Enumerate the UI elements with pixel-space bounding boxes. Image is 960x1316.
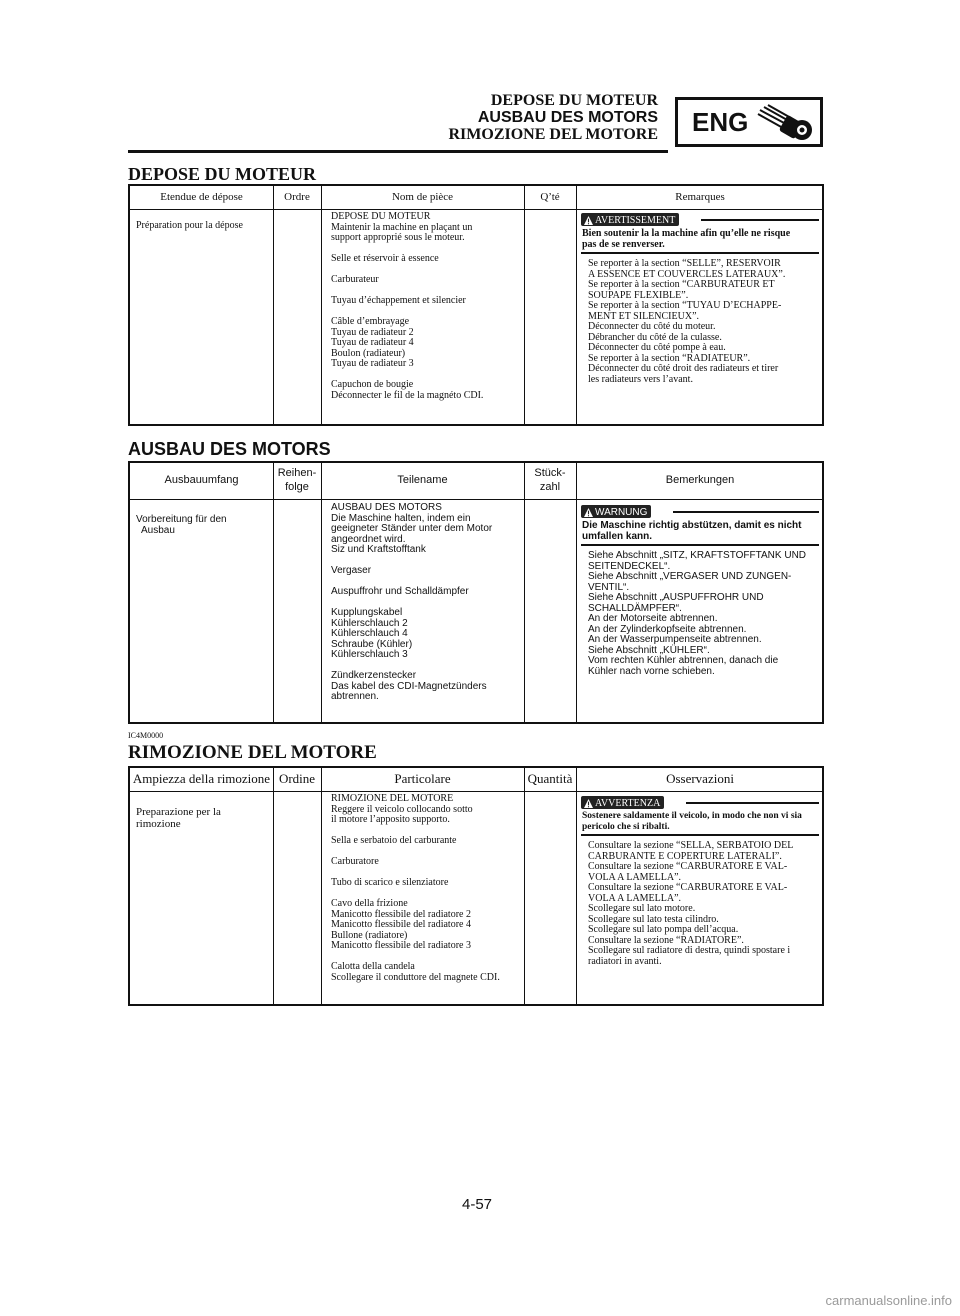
table-header-de xyxy=(130,463,822,500)
remarks-cell: Siehe Abschnitt „SITZ, KRAFTSTOFFTANK UND SEITENDECKEL“. Siehe Abschnitt „VERGASER UND ZUNGEN- VENTIL“. Siehe Abschnitt „AUSPUFFROHR UND SCHALLDÄMPFER“. An der Motorseite abtrennen. An der Zylinderkopfseite abtrennen. An der Wasserpumpenseite abtrennen. Siehe Abschnitt „KÜHLER“. Vom rechten Kühler abtrennen, danach die Kühler nach vorne schieben. xyxy=(588,550,807,677)
col-divider xyxy=(273,463,274,722)
warning-rule xyxy=(701,219,819,221)
header-scope: Etendue de dépose xyxy=(160,191,243,203)
section-title-it: RIMOZIONE DEL MOTORE xyxy=(128,742,377,763)
header-scope: Ausbauumfang xyxy=(164,474,239,486)
col-divider xyxy=(524,186,525,424)
col-divider xyxy=(576,768,577,1004)
header-qty: Stück- zahl xyxy=(534,467,566,493)
header-part: Teilename xyxy=(397,474,448,486)
parts-cell: RIMOZIONE DEL MOTORE Reggere il veicolo collocando sotto il motore l’apposito supporto. Sella e serbatoio del carburante Carburatore Tubo di scarico e silenziatore Cavo della frizione Manicotto flessibile del radiatore 2 Manicotto flessibile del radiatore 4 Bullone (radiatore) Manicotto flessibile del radiatore 3 Calotta della candela Scollegare il conduttore del magnete CDI. xyxy=(331,793,500,983)
warning-badge xyxy=(581,213,679,226)
warning-triangle-icon xyxy=(584,508,593,517)
col-divider xyxy=(576,186,577,424)
table-header-it xyxy=(130,768,822,792)
warning-rule xyxy=(686,802,819,804)
warning-text: Sostenere saldamente il veicolo, in modo che non vi sia pericolo che si ribalti. xyxy=(582,811,802,832)
col-divider xyxy=(321,463,322,722)
header-qty: Quantità xyxy=(527,771,573,786)
warning-triangle-icon xyxy=(584,216,593,225)
section-title-de: AUSBAU DES MOTORS xyxy=(128,439,331,459)
header-remarks: Osservazioni xyxy=(666,771,734,786)
header-part: Nom de pièce xyxy=(391,191,454,203)
header-qty: Q’té xyxy=(540,191,560,203)
remarks-cell: Consultare la sezione “SELLA, SERBATOIO DEL CARBURANTE E COPERTURE LATERALI”. Consultare la sezione “CARBURATORE E VAL- VOLA A LAMELLA”. Consultare la sezione “CARBURATORE E VAL- VOLA A LAMELLA”. Scollegare sul lato motore. Scollegare sul lato testa cilindro. Scollegare sul lato pompa dell’acqua. Consultare la sezione “RADIATORE”. Scollegare sul radiatore di destra, quindi spostare i radiatori in avanti. xyxy=(588,840,794,967)
table-de xyxy=(128,461,824,724)
warning-triangle-icon xyxy=(584,799,593,808)
engine-icon xyxy=(756,104,818,142)
header-title-it: RIMOZIONE DEL MOTORE xyxy=(448,126,658,143)
parts-cell: AUSBAU DES MOTORS Die Maschine halten, indem ein geeigneter Ständer unter dem Motor angeordnet wird. Siz und Kraftstofftank Vergaser Auspuffrohr und Schalldämpfer Kupplungskabel Kühlerschlauch 2 Kühlerschlauch 4 Schraube (Kühler) Kühlerschlauch 3 Zündkerzenstecker Das kabel des CDI-Magnetzünders abtrennen. xyxy=(331,502,493,702)
warning-badge xyxy=(581,505,651,518)
header-order: Ordre xyxy=(284,191,310,203)
header-titles xyxy=(448,92,658,143)
warning-text: Bien soutenir la la machine afin qu’elle ne risque pas de se renverser. xyxy=(582,228,791,250)
col-divider xyxy=(524,768,525,1004)
warning-bar xyxy=(581,505,819,518)
header-remarks: Remarques xyxy=(675,191,725,203)
warning-text: Die Maschine richtig abstützen, damit es nicht umfallen kann. xyxy=(582,520,802,542)
header-scope: Ampiezza della rimozione xyxy=(132,771,271,786)
col-divider xyxy=(273,768,274,1004)
warning-bar xyxy=(581,213,819,226)
parts-cell: DEPOSE DU MOTEUR Maintenir la machine en plaçant un support approprié sous le moteur. Selle et réservoir à essence Carburateur Tuyau d’échappement et silencier Câble d’embrayage Tuyau de radiateur 2 Tuyau de radiateur 4 Boulon (radiateur) Tuyau de radiateur 3 Capuchon de bougie Déconnecter le fil de la magnéto CDI. xyxy=(331,211,484,401)
warning-label: WARNUNG xyxy=(595,506,648,518)
header-title-de: AUSBAU DES MOTORS xyxy=(477,109,658,126)
scope-cell: Vorbereitung für den Ausbau xyxy=(136,514,227,536)
section-title-fr: DEPOSE DU MOTEUR xyxy=(128,164,317,184)
warning-underline xyxy=(581,834,819,836)
col-divider xyxy=(321,768,322,1004)
warning-label: AVERTISSEMENT xyxy=(595,214,676,226)
section-code: IC4M0000 xyxy=(128,731,164,740)
page-number: 4-57 xyxy=(462,1196,493,1213)
table-it xyxy=(128,766,824,1006)
scope-cell: Preparazione per la rimozione xyxy=(136,806,221,830)
warning-rule xyxy=(673,511,819,513)
scope-cell: Préparation pour la dépose xyxy=(136,220,243,231)
header-remarks: Bemerkungen xyxy=(665,474,735,486)
warning-underline xyxy=(581,544,819,546)
warning-bar xyxy=(581,796,819,809)
col-divider xyxy=(524,463,525,722)
col-divider xyxy=(273,186,274,424)
table-fr xyxy=(128,184,824,426)
table-header-fr xyxy=(130,186,822,210)
warning-label: AVVERTENZA xyxy=(595,797,661,809)
col-divider xyxy=(576,463,577,722)
warning-badge xyxy=(581,796,664,809)
header-part: Particolare xyxy=(394,771,451,786)
header-order: Reihen- folge xyxy=(277,467,317,493)
site-watermark: carmanualsonline.info xyxy=(825,1293,952,1308)
eng-badge xyxy=(675,97,823,147)
header-title-fr: DEPOSE DU MOTEUR xyxy=(490,92,658,109)
header-order: Ordine xyxy=(278,771,316,786)
col-divider xyxy=(321,186,322,424)
warning-underline xyxy=(581,252,819,254)
header-rule xyxy=(128,150,668,153)
eng-label: ENG xyxy=(692,107,749,137)
remarks-cell: Se reporter à la section “SELLE”, RESERVOIR A ESSENCE ET COUVERCLES LATERAUX”. Se reporter à la section “CARBURATEUR ET SOUPAPE FLEXIBLE”. Se reporter à la section “TUYAU D’ECHAPPE- MENT ET SILENCIEUX”. Déconnecter du côté du moteur. Débrancher du côté de la culasse. Déconnecter du côté pompe à eau. Se reporter à la section “RADIATEUR”. Déconnecter du côté droit des radiateurs et tirer les radiateurs vers l’avant. xyxy=(588,258,786,385)
